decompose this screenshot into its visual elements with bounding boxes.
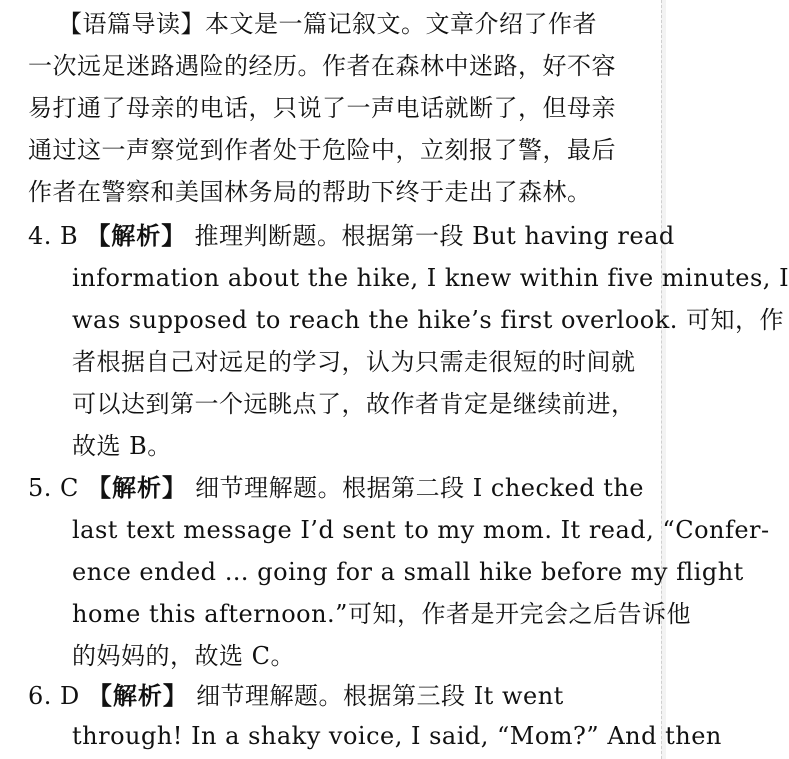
answer-4-first-line bbox=[28, 218, 675, 254]
page-edge bbox=[661, 0, 666, 759]
answer-4-text: 推理判断题。根据第一段 But having read bbox=[194, 222, 675, 250]
answer-4-label: 【解析】 bbox=[86, 222, 187, 250]
answer-5-line-5: 的妈妈的，故选 C。 bbox=[72, 642, 295, 670]
answer-6-text: 细节理解题。根据第三段 It went bbox=[196, 682, 564, 710]
intro-text: 本文是一篇记叙文。文章介绍了作者 bbox=[205, 10, 597, 38]
intro-line-1 bbox=[58, 6, 597, 42]
answer-4-line-6: 故选 B。 bbox=[72, 432, 172, 460]
answer-4-number: 4. B bbox=[28, 222, 79, 250]
answer-4-line-3: was supposed to reach the hike’s first overlook. 可知，作 bbox=[72, 306, 785, 334]
answer-4-line-5: 可以达到第一个远眺点了，故作者肯定是继续前进， bbox=[72, 390, 636, 418]
answer-6-number: 6. D bbox=[28, 682, 80, 710]
answer-5-line-4: home this afternoon.”可知，作者是开完会之后告诉他 bbox=[72, 600, 691, 628]
answer-5-first-line bbox=[28, 470, 644, 506]
answer-5-line-2: last text message I’d sent to my mom. It read, “Confer- bbox=[72, 516, 770, 544]
intro-label: 【语篇导读】 bbox=[58, 10, 205, 38]
answer-6-first-line bbox=[28, 678, 564, 714]
answer-4-line-4: 者根据自己对远足的学习，认为只需走很短的时间就 bbox=[72, 348, 636, 376]
intro-line-4: 通过这一声察觉到作者处于危险中，立刻报了警，最后 bbox=[28, 136, 616, 164]
answer-6-line-2: through! In a shaky voice, I said, “Mom?” And then bbox=[72, 722, 722, 750]
answer-4-line-2: information about the hike, I knew within five minutes, I bbox=[72, 264, 789, 292]
answer-6-label: 【解析】 bbox=[87, 682, 188, 710]
answer-5-line-3: ence ended … going for a small hike before my flight bbox=[72, 558, 744, 586]
intro-line-3: 易打通了母亲的电话，只说了一声电话就断了，但母亲 bbox=[28, 94, 616, 122]
answer-5-text: 细节理解题。根据第二段 I checked the bbox=[195, 474, 644, 502]
answer-5-label: 【解析】 bbox=[87, 474, 188, 502]
intro-line-2: 一次远足迷路遇险的经历。作者在森林中迷路，好不容 bbox=[28, 52, 616, 80]
intro-line-5: 作者在警察和美国林务局的帮助下终于走出了森林。 bbox=[28, 178, 592, 206]
answer-5-number: 5. C bbox=[28, 474, 79, 502]
